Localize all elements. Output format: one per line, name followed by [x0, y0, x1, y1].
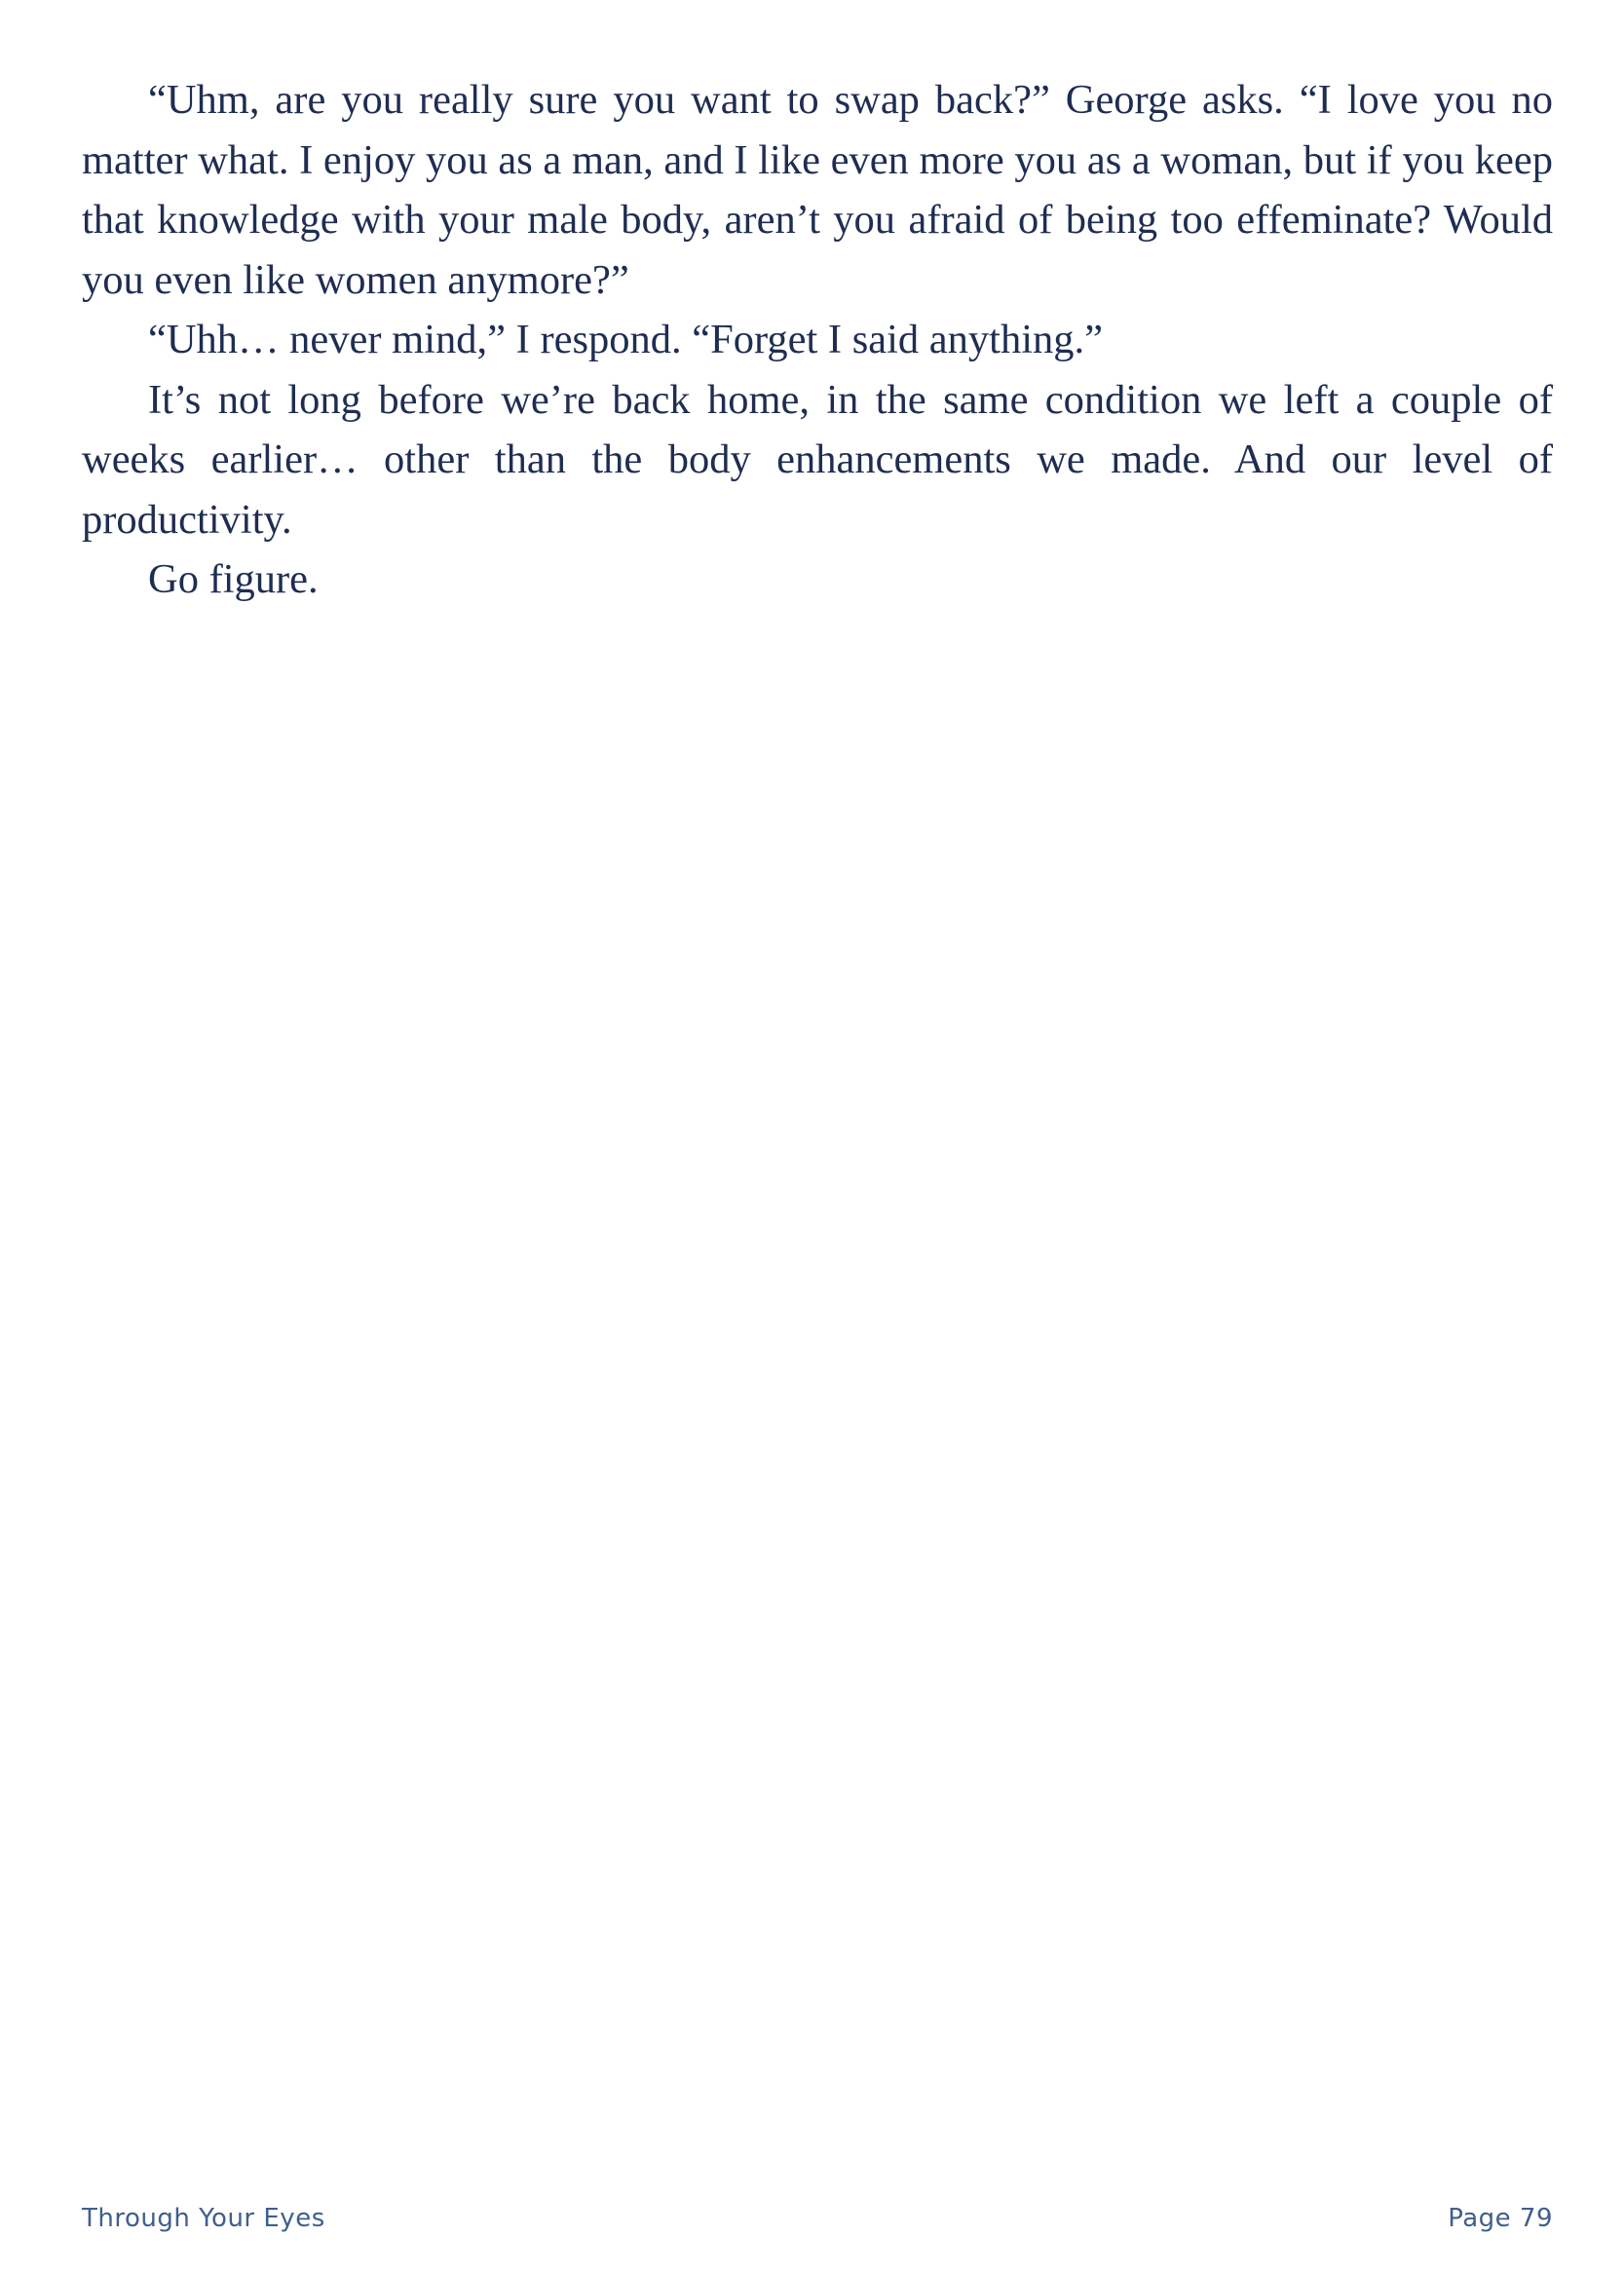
body-text	[82, 70, 1553, 610]
footer-book-title: Through Your Eyes	[82, 2204, 325, 2233]
paragraph-dialogue-george: “Uhm, are you really sure you want to swap back?” George asks. “I love you no matter what. I enjoy you as a man, and I like even more you as a woman, but if you keep that knowledge with your male body, aren’t you afraid of being too effeminate? Would you even like women anymore?”	[82, 77, 1553, 303]
footer-page-number: Page 79	[1448, 2204, 1553, 2233]
paragraph-response: “Uhh… never mind,” I respond. “Forget I said anything.”	[148, 317, 1104, 362]
paragraph-go-figure: Go figure.	[148, 556, 319, 602]
paragraph-back-home: It’s not long before we’re back home, in the same condition we left a couple of weeks earlier… other than the body enhancements we made. And our level of productivity.	[82, 376, 1553, 543]
page-footer	[82, 2204, 1553, 2243]
